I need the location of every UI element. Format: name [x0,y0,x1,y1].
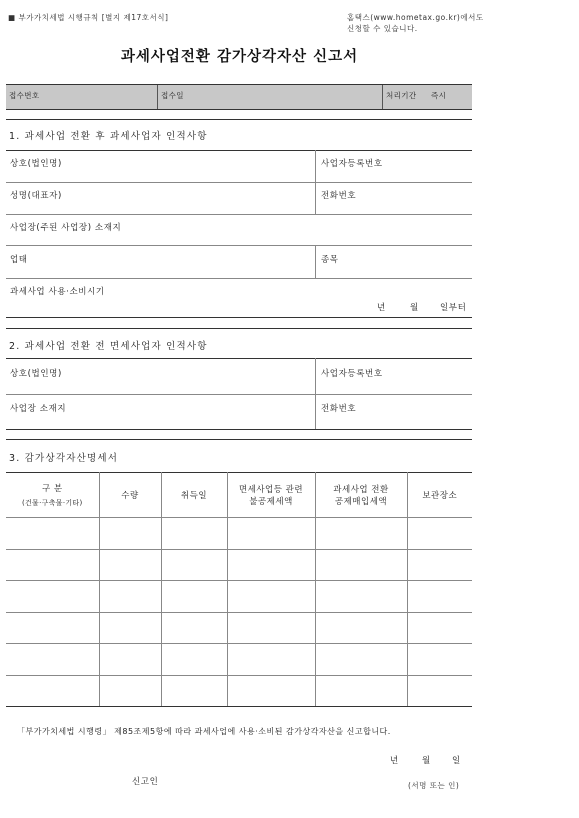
asset-table-cell[interactable] [6,612,99,644]
asset-table [6,472,472,707]
asset-table-cell[interactable] [227,675,315,707]
declaration-text: 「부가가치세법 시행령」 제85조제5항에 따라 과세사업에 사용·소비된 감가상각자산을 신고합니다. [17,727,391,736]
asset-table-cell[interactable] [99,644,161,676]
asset-table-cell[interactable] [315,581,407,613]
use-date-from[interactable]: 일부터 [440,303,467,313]
asset-table-cell[interactable] [407,518,472,550]
field-trade-name[interactable]: 상호(법인명) [10,159,62,169]
asset-table-cell[interactable] [407,549,472,581]
asset-column-sublabel: (건물·구축물·기타) [21,499,83,507]
field-representative[interactable]: 성명(대표자) [10,191,62,201]
asset-table-cell[interactable] [407,675,472,707]
asset-table-cell[interactable] [99,518,161,550]
asset-table-cell[interactable] [227,549,315,581]
field-address[interactable]: 사업장(주된 사업장) 소재지 [10,223,122,233]
asset-table-cell[interactable] [99,612,161,644]
use-date-month[interactable]: 월 [410,303,419,313]
asset-table-header [6,473,472,518]
section-divider [6,150,472,151]
asset-column-label: 수량 [121,491,139,501]
section-divider [6,328,472,329]
asset-table-cell[interactable] [161,675,227,707]
section3-title: 3. 감가상각자산명세서 [9,453,119,464]
declaration-date-year[interactable]: 년 [390,756,399,766]
asset-table-cell[interactable] [315,549,407,581]
asset-column-header [161,473,227,518]
processing-period-label: 처리기간 [386,91,417,100]
receipt-number-label: 접수번호 [9,91,40,100]
field-business-reg-no[interactable]: 사업자등록번호 [321,159,383,169]
receipt-bar [6,84,472,110]
asset-table-cell[interactable] [99,675,161,707]
asset-table-row [6,644,472,676]
field-prior-trade-name[interactable]: 상호(법인명) [10,369,62,379]
asset-table-cell[interactable] [6,549,99,581]
receipt-date-label: 접수일 [161,91,184,100]
asset-column-header [407,473,472,518]
asset-column-label: 구 분 [41,484,63,494]
asset-table-cell[interactable] [161,518,227,550]
asset-table-cell[interactable] [6,518,99,550]
asset-table-row [6,518,472,550]
asset-column-label: 보관장소 [422,491,458,501]
asset-table-cell[interactable] [161,549,227,581]
asset-table-cell[interactable] [6,581,99,613]
asset-table-cell[interactable] [6,675,99,707]
cell-divider [315,245,316,278]
row-divider [6,394,472,395]
asset-table-cell[interactable] [99,581,161,613]
asset-table-cell[interactable] [315,644,407,676]
field-prior-phone[interactable]: 전화번호 [321,404,357,414]
row-divider [6,278,472,279]
asset-table-cell[interactable] [227,644,315,676]
asset-table-cell[interactable] [161,581,227,613]
field-prior-address[interactable]: 사업장 소재지 [10,404,67,414]
asset-table-cell[interactable] [6,644,99,676]
section-divider [6,429,472,430]
asset-column-header [99,473,161,518]
cell-divider [315,394,316,429]
signature-placeholder[interactable]: (서명 또는 인) [408,781,460,790]
asset-table-cell[interactable] [315,612,407,644]
row-divider [6,182,472,183]
field-business-item[interactable]: 종목 [321,255,339,265]
field-business-type[interactable]: 업태 [10,255,28,265]
asset-column-label: 과세사업 전환 공제매입세액 [333,485,389,507]
declaration-date-day[interactable]: 일 [452,756,461,766]
asset-table-cell[interactable] [227,581,315,613]
asset-table-cell[interactable] [161,644,227,676]
section2-title: 2. 과세사업 전환 전 면세사업자 인적사항 [9,341,208,352]
receipt-bar-divider [157,85,158,109]
online-notice-line2: 신청할 수 있습니다. [347,24,418,33]
asset-table-cell[interactable] [161,612,227,644]
asset-column-header [315,473,407,518]
section-divider [6,358,472,359]
asset-table-cell[interactable] [407,644,472,676]
section-divider [6,119,472,120]
section1-title: 1. 과세사업 전환 후 과세사업자 인적사항 [9,131,208,142]
field-phone[interactable]: 전화번호 [321,191,357,201]
cell-divider [315,358,316,394]
cell-divider [315,182,316,214]
asset-table-cell[interactable] [407,581,472,613]
asset-column-header [6,473,99,518]
asset-table-row [6,581,472,613]
asset-table-row [6,549,472,581]
online-notice-line1: 홈택스(www.hometax.go.kr)에서도 [347,13,484,22]
field-prior-business-reg-no[interactable]: 사업자등록번호 [321,369,383,379]
receipt-bar-divider [382,85,383,109]
applicant-label: 신고인 [132,777,159,787]
declaration-date-month[interactable]: 월 [422,756,431,766]
asset-column-label: 면세사업등 관련 불공제세액 [238,485,304,507]
page-title: 과세사업전환 감가상각자산 신고서 [120,49,359,65]
field-use-date-label: 과세사업 사용·소비시기 [10,287,105,297]
row-divider [6,214,472,215]
processing-period-value: 즉시 [431,91,447,100]
use-date-year[interactable]: 년 [377,303,386,313]
form-reference: ■ 부가가치세법 시행규칙 [별지 제17호서식] [8,13,169,22]
section-divider [6,317,472,318]
asset-table-cell[interactable] [315,518,407,550]
asset-column-label: 취득일 [180,491,208,501]
asset-table-cell[interactable] [315,675,407,707]
cell-divider [315,150,316,182]
asset-table-cell[interactable] [99,549,161,581]
asset-table-row [6,612,472,644]
asset-table-cell[interactable] [227,612,315,644]
asset-table-cell[interactable] [407,612,472,644]
asset-table-cell[interactable] [227,518,315,550]
asset-table-row [6,675,472,707]
row-divider [6,245,472,246]
section-divider [6,439,472,440]
asset-column-header [227,473,315,518]
